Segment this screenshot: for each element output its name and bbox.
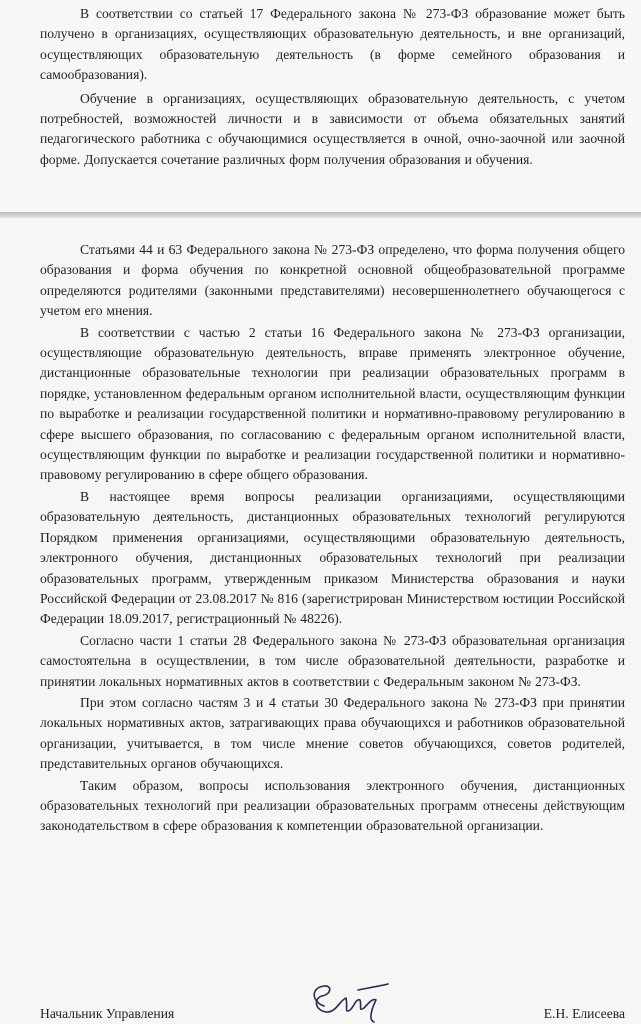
handwritten-signature xyxy=(302,976,392,1024)
paragraph-article-30: При этом согласно частям 3 и 4 статьи 30 Федерального закона № 273-ФЗ при принятии локальных нормативных актов, затрагивающих права обучающихся и работников образовательной организации, учитывается, в том числе мнение советов обучающихся, советов родителей, представительных органов обучающихся. xyxy=(40,694,625,772)
paragraph-order-816: В настоящее время вопросы реализации организациями, осуществляющими образовательную деятельность, дистанционных образовательных технологий регулируются Порядком применения организациями, осуществляющими образовательную деятельность, электронного обучения, дистанционных образовательных технологий при реализации образовательных программ, утвержденным приказом Министерства образования и науки Российской Федерации от 23.08.2017 № 816 (зарегистрирован Министерством юстиции Российской Федерации 18.09.2017, регистрационный № 48226). xyxy=(40,488,625,627)
signatory-name: Е.Н. Елисеева xyxy=(543,1006,625,1021)
signature-block xyxy=(40,954,625,1024)
signatory-position: Начальник Управления xyxy=(40,1006,175,1021)
paragraph-conclusion: Таким образом, вопросы использования электронного обучения, дистанционных образовательных технологий при реализации образовательных программ отнесены действующим законодательством в сфере образования к компетенции образовательной организации. xyxy=(40,777,625,834)
paragraph-forms-of-study: Обучение в организациях, осуществляющих образовательную деятельность, с учетом потребностей, возможностей личности и в зависимости от объема обязательных занятий педагогического работника с обучающимися осуществляется в очной, очно-заочной или заочной форме. Допускается сочетание различных форм получения образования и обучения. xyxy=(40,90,625,167)
paragraph-article-17: В соответствии со статьей 17 Федерального закона № 273-ФЗ образование может быть получено в организациях, осуществляющих образовательную деятельность, и вне организаций, осуществляющих образовательную деятельность (в форме семейного образования и самообразования). xyxy=(40,6,625,83)
document-page-bottom xyxy=(0,218,641,1024)
paragraph-articles-44-63: Статьями 44 и 63 Федерального закона № 273-ФЗ определено, что форма получения общего образования и форма обучения по конкретной основной общеобразовательной программе определяются родителями (законными представителями) несовершеннолетнего обучающегося с учетом его мнения. xyxy=(40,242,625,319)
paragraph-article-28: Согласно части 1 статьи 28 Федерального закона № 273-ФЗ образовательная организация самостоятельна в осуществлении, в том числе образовательной деятельности, разработке и принятии локальных нормативных актов в соответствии с Федеральным законом № 273-ФЗ. xyxy=(40,632,625,689)
paragraph-article-16: В соответствии с частью 2 статьи 16 Федерального закона № 273-ФЗ организации, осуществляющие образовательную деятельность, вправе применять электронное обучение, дистанционные образовательные технологии при реализации образовательных программ в порядке, установленном федеральным органом исполнительной власти, осуществляющим функции по выработке и реализации государственной политики и нормативно-правовому регулированию в сфере высшего образования, по согласованию с федеральным органом исполнительной власти, осуществляющим функции по выработке и реализации государственной политики и нормативно-правовому регулированию в сфере общего образования. xyxy=(40,324,625,483)
document-page-top xyxy=(0,0,641,212)
